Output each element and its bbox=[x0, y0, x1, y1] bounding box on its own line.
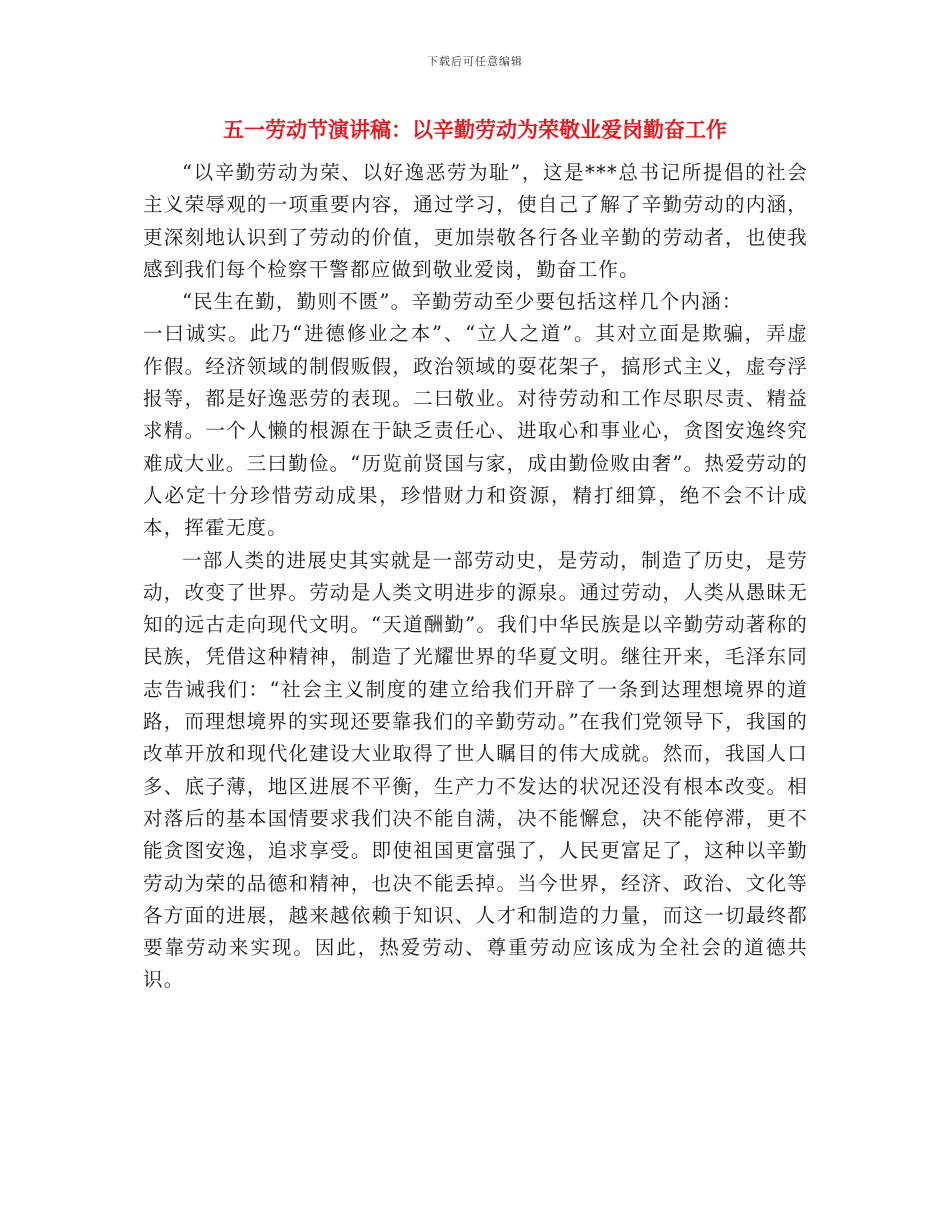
document-title: 五一劳动节演讲稿：以辛勤劳动为荣敬业爱岗勤奋工作 bbox=[223, 118, 727, 142]
paragraph-intro: “以辛勤劳动为荣、以好逸恶劳为耻”，这是***总书记所提倡的社会主义荣辱观的一项重要内容，通过学习，使自己了解了辛勤劳动的内涵，更深刻地认识到了劳动的价值，更加崇敬各行各业辛勤的劳动者，也使我感到我们每个检察干警都应做到敬业爱岗，勤奋工作。 bbox=[143, 161, 808, 281]
header-note: 下载后可任意编辑 bbox=[427, 55, 523, 68]
document-body bbox=[143, 157, 808, 997]
paragraph-min-sheng: “民生在勤，勤则不匮”。辛勤劳动至少要包括这样几个内涵： bbox=[182, 290, 743, 314]
paragraph-three-meanings: 一曰诚实。此乃“进德修业之本”、“立人之道”。其对立面是欺骗，弄虚作假。经济领域的制假贩假，政治领域的耍花架子，搞形式主义，虚夸浮报等，都是好逸恶劳的表现。二曰敬业。对待劳动和工作尽职尽责、精益求精。一个人懒的根源在于缺乏责任心、进取心和事业心，贪图安逸终究难成大业。三曰勤俭。“历览前贤国与家，成由勤俭败由奢”。热爱劳动的人必定十分珍惜劳动成果，珍惜财力和资源，精打细算，绝不会不计成本，挥霍无度。 bbox=[143, 322, 808, 540]
paragraph-labor-history: 一部人类的进展史其实就是一部劳动史，是劳动，制造了历史，是劳动，改变了世界。劳动是人类文明进步的源泉。通过劳动，人类从愚昧无知的远古走向现代文明。“天道酬勤”。我们中华民族是以辛勤劳动著称的民族，凭借这种精神，制造了光耀世界的华夏文明。继往开来，毛泽东同志告诫我们：“社会主义制度的建立给我们开辟了一条到达理想境界的道路，而理想境界的实现还要靠我们的辛勤劳动。”在我们党领导下，我国的改革开放和现代化建设大业取得了世人瞩目的伟大成就。然而，我国人口多、底子薄，地区进展不平衡，生产力不发达的状况还没有根本改变。相对落后的基本国情要求我们决不能自满，决不能懈怠，决不能停滞，更不能贪图安逸，追求享受。即使祖国更富强了，人民更富足了，这种以辛勤劳动为荣的品德和精神，也决不能丢掉。当今世界，经济、政治、文化等各方面的进展，越来越依赖于知识、人才和制造的力量，而这一切最终都要靠劳动来实现。因此，热爱劳动、尊重劳动应该成为全社会的道德共识。 bbox=[143, 548, 808, 992]
